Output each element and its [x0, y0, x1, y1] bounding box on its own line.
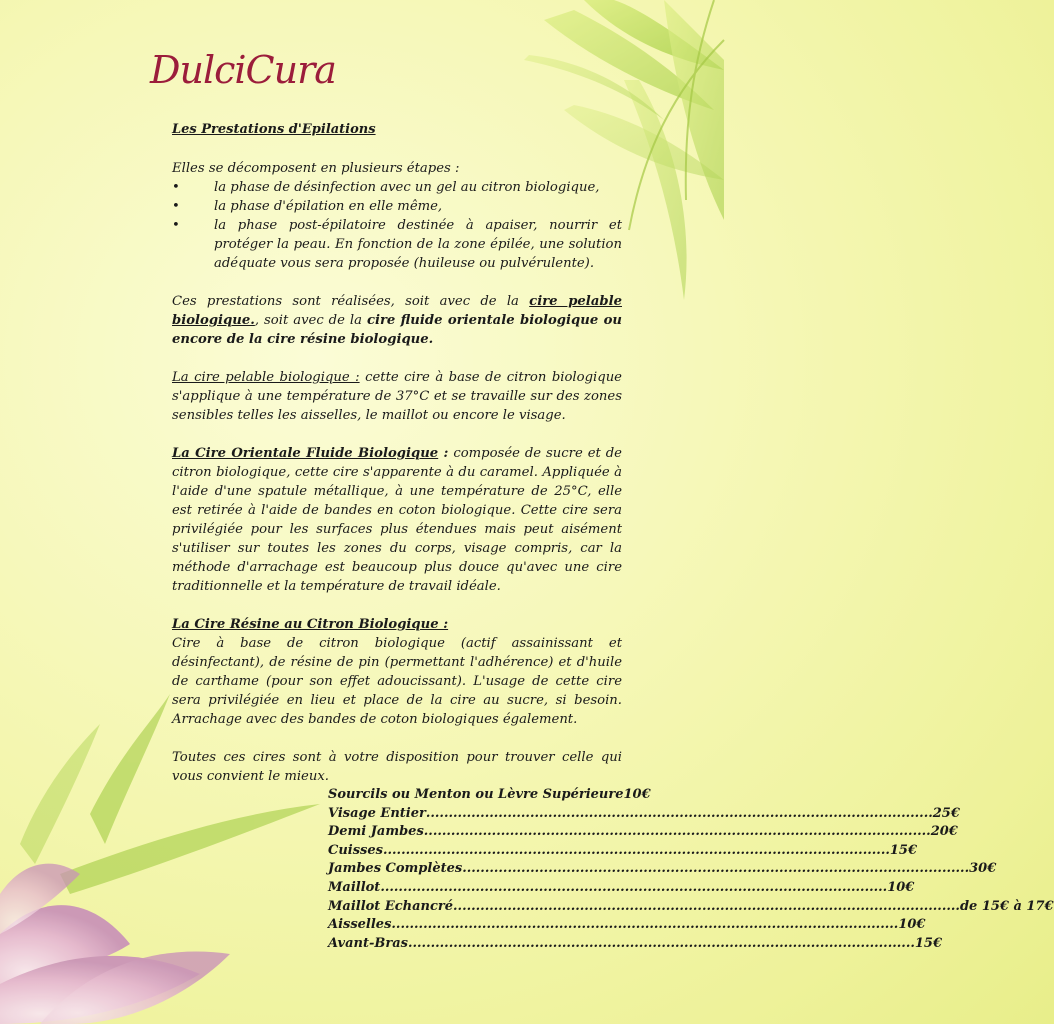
wax-resine-title: La Cire Résine au Citron Biologique : [172, 617, 449, 632]
list-item: • la phase d'épilation en elle même, [172, 199, 443, 214]
wax-pelable-title: La cire pelable biologique : [172, 370, 360, 385]
intro-text: Elles se décomposent en plusieurs étapes : [172, 161, 460, 176]
price-row: Maillot Echancré ..... de 15€ à 17€ [328, 898, 628, 917]
brand-logo: DulciCura [150, 48, 336, 92]
price-row: Jambes Complètes ..... 30€ [328, 860, 628, 879]
wax-resine-title-line [172, 615, 622, 634]
services-paragraph: Ces prestations sont réalisées, soit avec de la cire pelable biologique., soit avec de la cire fluide orientale biologique ou encore de la cire résine biologique. [172, 294, 622, 347]
list-item: • la phase post-épilatoire destinée à apaiser, nourrir et protéger la peau. En fonction de la zone épilée, une solution adéquate vous sera proposée (huileuse ou pulvérulente). [172, 218, 622, 271]
bullet-icon: • [172, 180, 180, 195]
wax-resine-paragraph: Cire à base de citron biologique (actif assainissant et désinfectant), de résine de pin (permettant l'adhérence) et d'huile de carthame (pour son effet adoucissant). L'usage de cette cire sera privilégiée en lieu et place de la cire au sucre, si besoin. Arrachage avec des bandes de coton biologiques également. [172, 636, 622, 727]
price-row: Maillot ..... 10€ [328, 879, 628, 898]
price-row: Aisselles ..... 10€ [328, 916, 628, 935]
list-item: • la phase de désinfection avec un gel au citron biologique, [172, 180, 600, 195]
price-row: Avant-Bras ..... 15€ [328, 935, 628, 954]
price-row: Visage Entier ..... 25€ [328, 805, 628, 824]
price-row: Cuisses ..... 15€ [328, 842, 628, 861]
document-body [172, 120, 1054, 953]
steps-list [172, 178, 622, 273]
wax-orientale-paragraph: La Cire Orientale Fluide Biologique : composée de sucre et de citron biologique, cette cire s'apparente à du caramel. Appliquée à l'aide d'une spatule métallique, à une température de 25°C, elle est retirée à l'aide de bandes en coton biologique. Cette cire sera privilégiée pour les surfaces plus étendues mais peut aisément s'utiliser sur toutes les zones du corps, visage compris, car la méthode d'arrachage est beaucoup plus douce qu'avec une cire traditionnelle et la température de travail idéale. [172, 446, 622, 594]
section-title: Les Prestations d'Epilations [172, 122, 376, 137]
wax-pelable-paragraph: La cire pelable biologique : cette cire à base de citron biologique s'applique à une température de 37°C et se travaille sur des zones sensibles telles les aisselles, le maillot ou encore le visage. [172, 370, 622, 423]
price-row: Demi Jambes ..... 20€ [328, 823, 628, 842]
wax-orientale-title: La Cire Orientale Fluide Biologique [172, 446, 439, 461]
price-list [328, 786, 1054, 953]
bullet-icon: • [172, 199, 180, 214]
closing-text: Toutes ces cires sont à votre disposition pour trouver celle qui vous convient le mieux. [172, 750, 622, 784]
bullet-icon: • [172, 218, 180, 233]
price-row: Sourcils ou Menton ou Lèvre Supérieure 10€ [328, 787, 651, 802]
